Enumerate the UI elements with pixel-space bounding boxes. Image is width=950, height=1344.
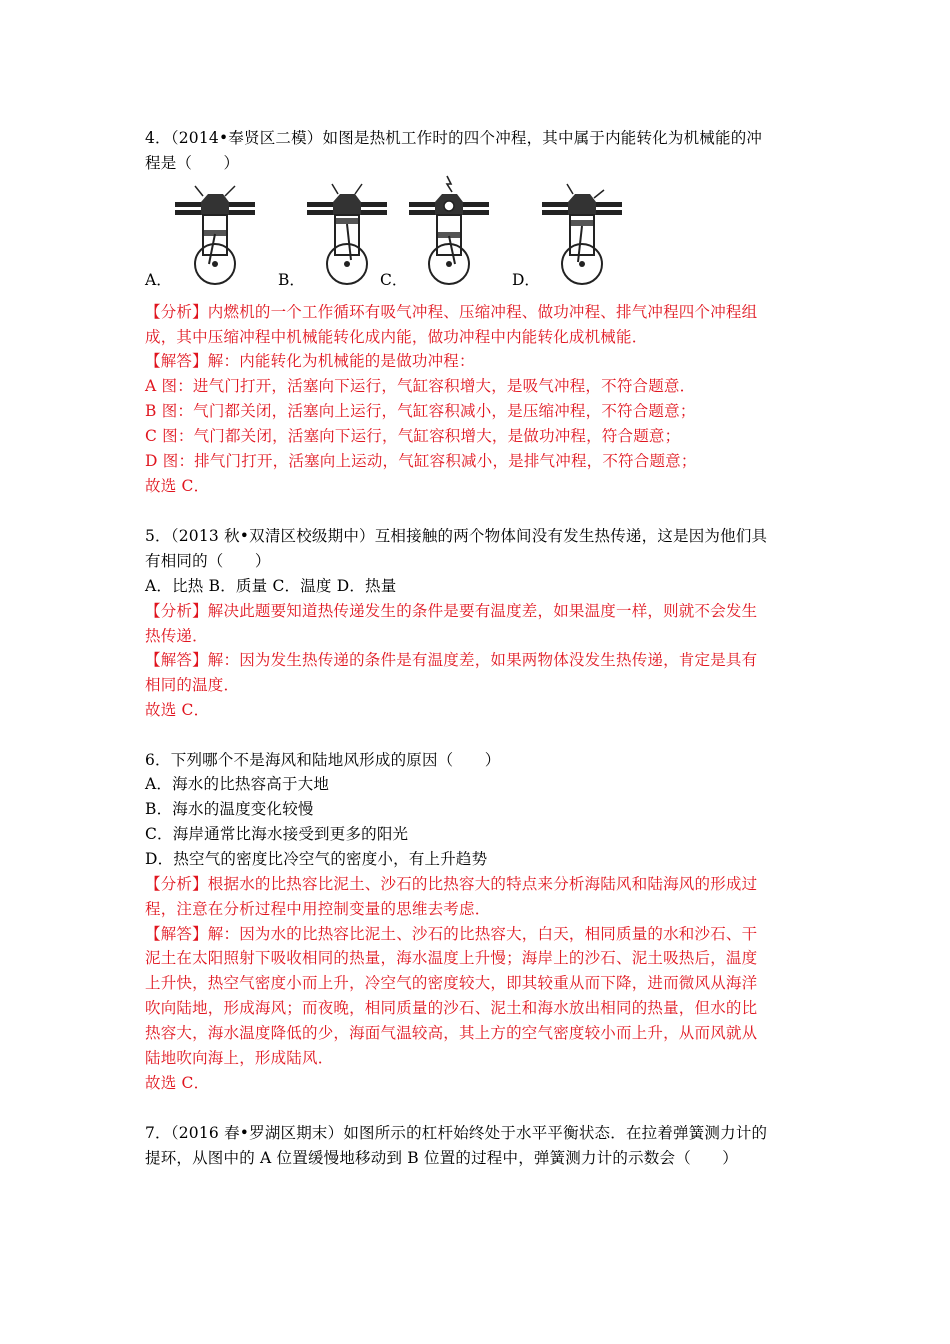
q6-choice: 故选 C．	[145, 1074, 210, 1092]
q6-option-a: A．海水的比热容高于大地	[145, 775, 330, 793]
q5-stem-line1: 5．（2013 秋•双清区校级期中）互相接触的两个物体间没有发生热传递，这是因为他们具	[145, 527, 768, 545]
q7-stem-line1: 7．（2016 春•罗湖区期末）如图所示的杠杆始终处于水平平衡状态．在拉着弹簧测力计的	[145, 1124, 768, 1142]
q5-analysis-line2: 热传递．	[145, 627, 208, 645]
q5-answer-line1: 【解答】解：因为发生热传递的条件是有温度差，如果两物体没发生热传递，肯定是具有	[145, 651, 758, 669]
q4-option-d-label: D．	[512, 271, 540, 289]
engine-d-exhaust-figure	[540, 172, 630, 287]
q5-analysis-line1: 【分析】解决此题要知道热传递发生的条件是要有温度差，如果温度一样，则就不会发生	[145, 602, 758, 620]
q6-option-c: C．海岸通常比海水接受到更多的阳光	[145, 825, 409, 843]
q7-stem-line2: 提环，从图中的 A 位置缓慢地移动到 B 位置的过程中，弹簧测力计的示数会（ ）	[145, 1149, 738, 1167]
q4-choice: 故选 C．	[145, 477, 210, 495]
q6-answer-line1: 【解答】解：因为水的比热容比泥土、沙石的比热容大，白天，相同质量的水和沙石、干	[145, 925, 758, 943]
q6-option-d: D．热空气的密度比冷空气的密度小，有上升趋势	[145, 850, 488, 868]
q4-analysis-line2: 成，其中压缩冲程中机械能转化成内能，做功冲程中内能转化成机械能．	[145, 328, 648, 346]
q5-options: A．比热 B．质量 C．温度 D．热量	[145, 577, 397, 595]
q5-choice: 故选 C．	[145, 701, 210, 719]
q6-option-b: B．海水的温度变化较慢	[145, 800, 314, 818]
q6-answer-line6: 陆地吹向海上，形成陆风．	[145, 1049, 334, 1067]
engine-c-power-figure	[407, 172, 497, 287]
q6-answer-line5: 热容大，海水温度降低的少，海面气温较高，其上方的空气密度较小而上升，从而风就从	[145, 1024, 758, 1042]
q6-analysis-line2: 程，注意在分析过程中用控制变量的思维去考虑．	[145, 900, 491, 918]
q6-stem: 6．下列哪个不是海风和陆地风形成的原因（ ）	[145, 751, 501, 769]
q4-answer-line5: D 图：排气门打开，活塞向上运动，气缸容积减小，是排气冲程，不符合题意；	[145, 452, 697, 470]
q5-answer-line2: 相同的温度．	[145, 676, 240, 694]
q4-analysis-line1: 【分析】内燃机的一个工作循环有吸气冲程、压缩冲程、做功冲程、排气冲程四个冲程组	[145, 303, 758, 321]
q4-option-b-label: B．	[278, 271, 305, 289]
q4-answer-line3: B 图：气门都关闭，活塞向上运行，气缸容积减小，是压缩冲程，不符合题意；	[145, 402, 696, 420]
q4-answer-line2: A 图：进气门打开，活塞向下运行，气缸容积增大，是吸气冲程，不符合题意．	[145, 377, 696, 395]
q6-analysis-line1: 【分析】根据水的比热容比泥土、沙石的比热容大的特点来分析海陆风和陆海风的形成过	[145, 875, 758, 893]
q4-stem-line2: 程是（ ）	[145, 154, 240, 172]
q4-stem-line1: 4．（2014•奉贤区二模）如图是热机工作时的四个冲程，其中属于内能转化为机械能的冲	[145, 129, 763, 147]
q5-stem-line2: 有相同的（ ）	[145, 552, 271, 570]
engine-a-intake-figure	[173, 172, 263, 287]
q6-answer-line2: 泥土在太阳照射下吸收相同的热量，海水温度上升慢；海岸上的沙石、泥土吸热后，温度	[145, 949, 758, 967]
q6-answer-line3: 上升快，热空气密度小而上升，冷空气的密度较大，即其较重从而下降，进而微风从海洋	[145, 974, 758, 992]
q4-option-c-label: C．	[380, 271, 408, 289]
q6-answer-line4: 吹向陆地，形成海风；而夜晚，相同质量的沙石、泥土和海水放出相同的热量，但水的比	[145, 999, 758, 1017]
q4-answer-line1: 【解答】解：内能转化为机械能的是做功冲程：	[145, 352, 475, 370]
engine-b-compression-figure	[305, 172, 395, 287]
q4-answer-line4: C 图：气门都关闭，活塞向下运行，气缸容积增大，是做功冲程，符合题意；	[145, 427, 681, 445]
q4-option-a-label: A．	[145, 271, 172, 289]
q4-engine-figures	[145, 172, 665, 292]
